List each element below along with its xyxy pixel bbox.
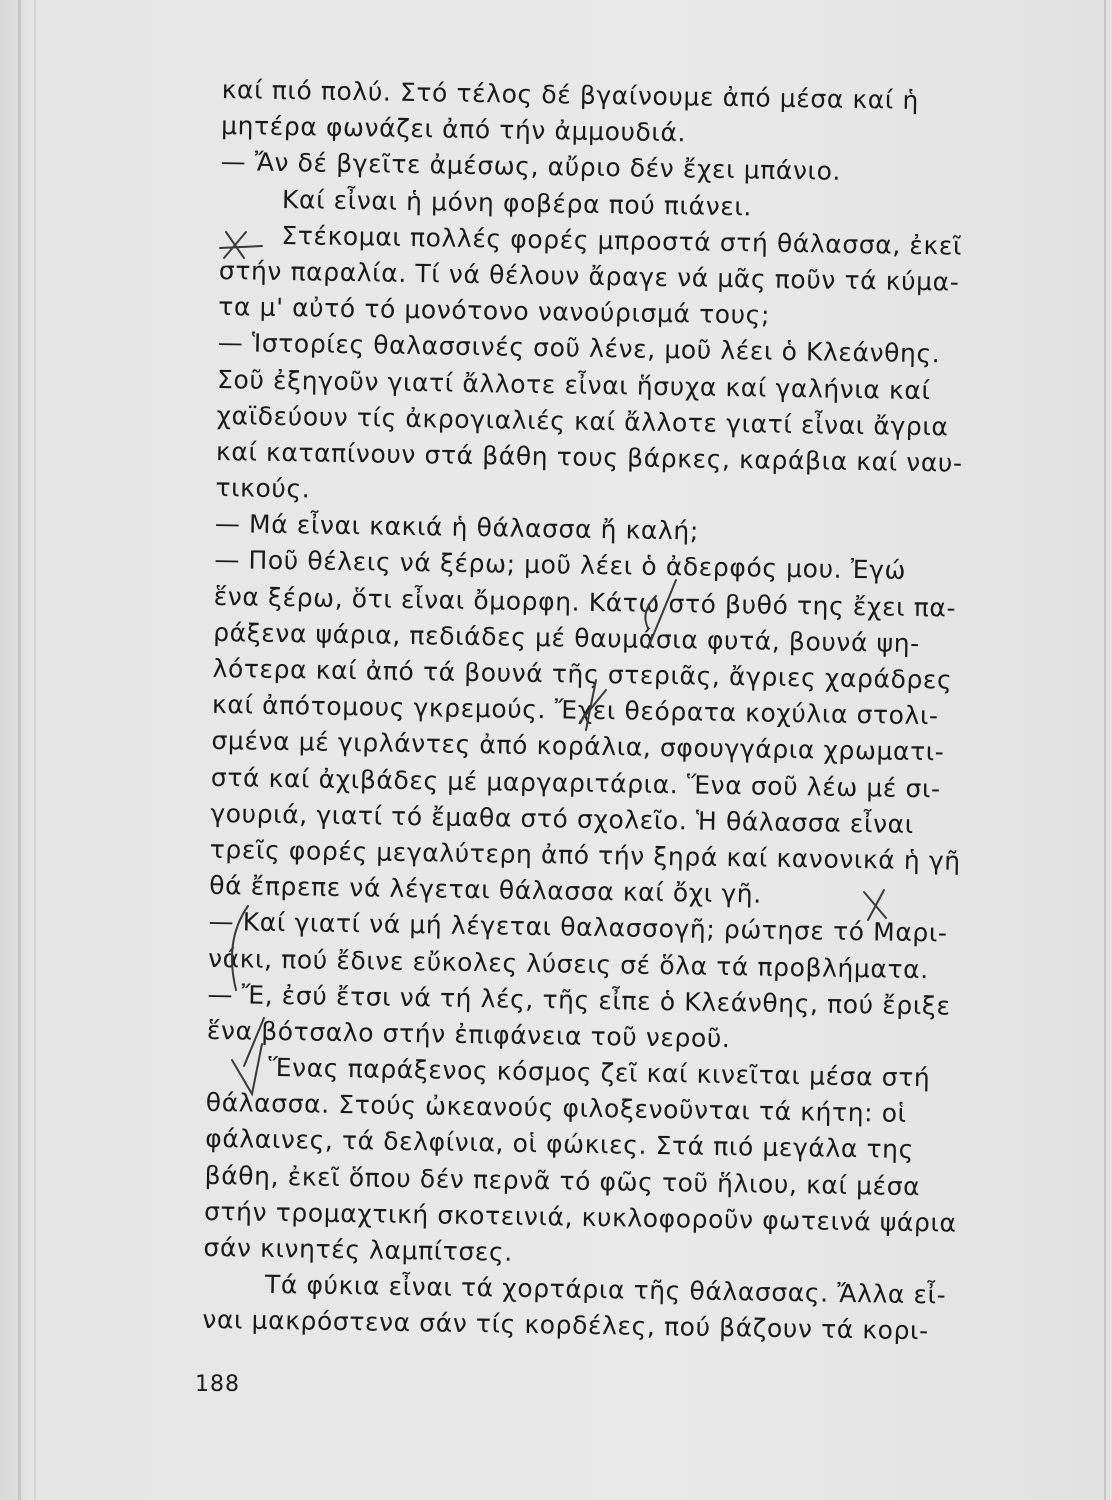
body-text <box>202 72 1062 1352</box>
text-line: λότερα καί ἀπό τά βουνά τῆς στεριᾶς, ἄγριες χαράδρες <box>212 653 953 695</box>
text-line: θάλασσα. Στούς ὠκεανούς φιλοξενοῦνται τά κήτη: οἱ <box>205 1088 907 1129</box>
page-number: 188 <box>195 1372 240 1397</box>
text-line: Στέκομαι πολλές φορές μπροστά στή θάλασσα, ἐκεῖ <box>281 220 963 261</box>
text-line: σάν κινητές λαμπίτσες. <box>203 1232 514 1267</box>
text-line: καί πιό πολύ. Στό τέλος δέ βγαίνουμε ἀπό μέσα καί ἡ <box>221 74 920 115</box>
text-line: Καί εἶναι ἡ μόνη φοβέρα πού πιάνει. <box>281 184 753 221</box>
text-line: — Μά εἶναι κακιά ἡ θάλασσα ἤ καλή; <box>214 509 700 546</box>
text-line: ἕνα ξέρω, ὅτι εἶναι ὄμορφη. Κάτω στό βυθό της ἔχει πα- <box>213 581 957 623</box>
text-line: ράξενα ψάρια, πεδιάδες μέ θαυμάσια φυτά, βουνά ψη- <box>212 617 921 658</box>
text-line: νάκι, πού ἔδινε εὔκολες λύσεις σέ ὅλα τά προβλήματα. <box>207 943 930 984</box>
text-line: — Ἔ, ἐσύ ἔτσι νά τή λές, τῆς εἶπε ὁ Κλεάνθης, πού ἔριξε <box>207 979 951 1021</box>
text-line: — Ἱστορίες θαλασσινές σοῦ λένε, μοῦ λέει ὁ Κλεάνθης. <box>217 328 941 369</box>
text-line: τικούς. <box>215 473 311 504</box>
text-line: καί καταπίνουν στά βάθη τους βάρκες, καράβια καί ναυ- <box>215 436 963 478</box>
text-line: τρεῖς φορές μεγαλύτερη ἀπό τήν ξηρά καί κανονικά ἡ γῆ <box>209 834 961 876</box>
text-line: — Ἄν δέ βγεῖτε ἀμέσως, αὔριο δέν ἔχει μπάνιο. <box>220 147 842 187</box>
text-line: γουριά, γιατί τό ἔμαθα στό σχολεῖο. Ἡ θάλασσα εἶναι <box>210 798 915 839</box>
text-line: — Ποῦ θέλεις νά ξέρω; μοῦ λέει ὁ ἀδερφός μου. Ἐγώ <box>214 545 907 586</box>
text-line: στήν παραλία. Τί νά θέλουν ἄραγε νά μᾶς ποῦν τά κύμα- <box>218 255 960 297</box>
text-line: μητέρα φωνάζει ἀπό τήν ἀμμουδιά. <box>220 111 687 148</box>
text-line: Ἕνας παράξενος κόσμος ζεῖ καί κινεῖται μέσα στή <box>268 1052 931 1093</box>
text-line: Τά φύκια εἶναι τά χορτάρια τῆς θάλασσας. Ἄλλα εἶ- <box>264 1270 947 1310</box>
text-line: φάλαινες, τά δελφίνια, οἱ φώκιες. Στά πιό μεγάλα της <box>205 1124 915 1165</box>
text-line: στά καί ἀχιβάδες μέ μαργαριτάρια. Ἕνα σοῦ λέω μέ σι- <box>210 762 941 803</box>
text-line: σμένα μέ γιρλάντες ἀπό κοράλια, σφουγγάρια χρωματι- <box>211 726 945 767</box>
text-line: καί ἀπότομους γκρεμούς. Ἔχει θεόρατα κοχύλια στολι- <box>211 690 939 731</box>
text-line: τα μ' αὐτό τό μονότονο νανούρισμά τους; <box>218 292 771 330</box>
text-line: Σοῦ ἐξηγοῦν γιατί ἄλλοτε εἶναι ἥσυχα καί γαλήνια καί <box>216 364 931 405</box>
page-edge-right <box>1104 0 1106 1500</box>
text-line: ἕνα βότσαλο στήν ἐπιφάνεια τοῦ νεροῦ. <box>206 1015 731 1053</box>
text-line: χαϊδεύουν τίς ἀκρογιαλιές καί ἄλλοτε γιατί εἶναι ἄγρια <box>216 400 949 442</box>
text-line: θά ἔπρεπε νά λέγεται θάλασσα καί ὄχι γῆ. <box>208 871 763 909</box>
page-edge-left <box>18 0 21 1500</box>
text-line: βάθη, ἐκεῖ ὅπου δέν περνᾶ τό φῶς τοῦ ἥλιου, καί μέσα <box>204 1160 921 1201</box>
page-edge-left-inner <box>34 0 36 1500</box>
text-line: στήν τρομαχτική σκοτεινιά, κυκλοφοροῦν φωτεινά ψάρια <box>203 1196 957 1238</box>
text-line: ναι μακρόστενα σάν τίς κορδέλες, πού βάζουν τά κορι- <box>202 1305 929 1346</box>
text-line: — Καί γιατί νά μή λέγεται θαλασσογῆ; ρώτησε τό Μαρι- <box>208 907 948 948</box>
